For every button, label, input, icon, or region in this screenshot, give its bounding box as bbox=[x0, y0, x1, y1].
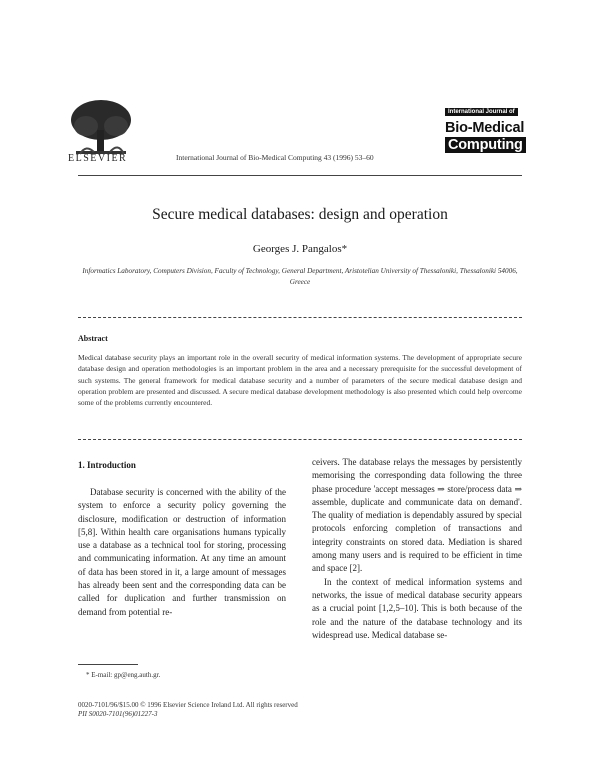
journal-badge bbox=[445, 100, 545, 154]
author-affiliation: Informatics Laboratory, Computers Division, Faculty of Technology, General Department, Aristotelian University of Thessaloniki, Thessaloniki 54006, Greece bbox=[82, 267, 518, 286]
journal-citation: International Journal of Bio-Medical Computing 43 (1996) 53–60 bbox=[176, 153, 374, 162]
abstract-body: Medical database security plays an important role in the overall security of medical information systems. The development of appropriate secure database design and operation methodologies is an important problem in the area and a necessary prerequisite for the successful development of such systems. The general framework for medical database security and a number of parameters of the secure medical database design and operation problem are presented and discussed. A secure medical database development methodology is also presented which could help overcome some of the problems currently encountered. bbox=[78, 353, 522, 408]
abstract-heading: Abstract bbox=[78, 334, 108, 343]
footnote-rule bbox=[78, 664, 138, 665]
author-footnote: * E-mail: gp@eng.auth.gr. bbox=[86, 671, 161, 679]
journal-badge-name: Bio-Medical bbox=[445, 120, 525, 136]
publisher-name: ELSEVIER bbox=[68, 153, 128, 164]
header-rule bbox=[78, 175, 522, 176]
section-heading: 1. Introduction bbox=[78, 460, 136, 470]
right-column-paragraph-1: ceivers. The database relays the messages by persistently memorising the corresponding data following the three phase procedure 'accept messages ⇒ store/process data ⇒ assemble, duplicate and communicate data on demand'. The quality of mediation is dependably assured by special protocols enforcing completion of transactions and integrity constraints on stored data. Mediation is shared among many users and is required to be efficient in time and space [2]. bbox=[312, 457, 522, 574]
pii-line: PII S0020-7101(96)01227-3 bbox=[78, 710, 158, 718]
right-column bbox=[312, 456, 522, 642]
abstract-top-rule bbox=[78, 317, 522, 318]
right-column-paragraph-2: In the context of medical information systems and networks, the issue of medical database security appears as a crucial point [1,2,5–10]. This is both because of the role and the nature of the database technology and its widespread use. Medical database se- bbox=[312, 576, 522, 640]
article-title: Secure medical databases: design and operation bbox=[152, 206, 448, 223]
left-column bbox=[78, 486, 286, 619]
left-column-paragraph: Database security is concerned with the ability of the system to enforce a security policy governing the disclosure, modification or destruction of information [5,8]. Within health care organisations humans typically use a database as a technical tool for storing, processing and communicating information. At any time an amount of data has been stored in it, a large amount of messages has already been sent and the corresponding data can be called for duplication and further transmission on demand from potential re- bbox=[78, 487, 286, 617]
copyright-line: 0020-7101/96/$15.00 © 1996 Elsevier Science Ireland Ltd. All rights reserved bbox=[78, 701, 298, 709]
abstract-bottom-rule bbox=[78, 439, 522, 440]
journal-badge-name-2: Computing bbox=[445, 137, 526, 153]
article-author: Georges J. Pangalos* bbox=[252, 243, 348, 255]
journal-badge-top: International Journal of bbox=[445, 108, 518, 116]
